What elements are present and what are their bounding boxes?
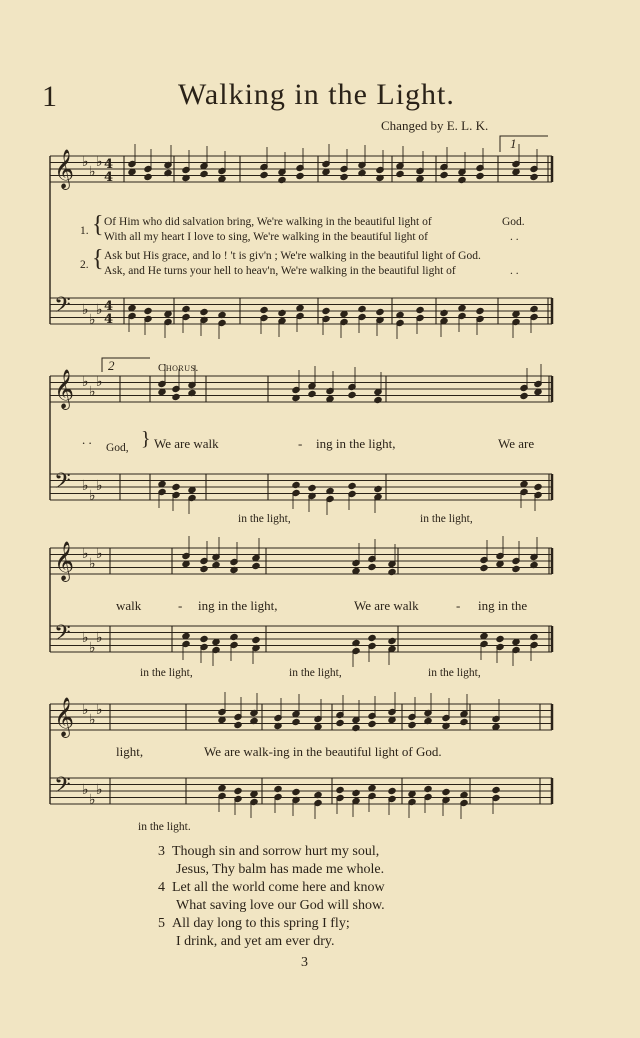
treble-clef-icon: 𝄞 — [54, 697, 75, 737]
lyric-dots: . . — [82, 432, 92, 447]
flat-icon: ♭ — [89, 792, 96, 808]
flat-icon: ♭ — [82, 546, 89, 562]
lyric-ing-in-the: ing in the — [478, 598, 528, 613]
flat-icon: ♭ — [89, 488, 96, 504]
note-head — [368, 784, 376, 791]
flat-icon: ♭ — [96, 782, 103, 798]
note-head — [408, 790, 416, 797]
note-head — [234, 721, 242, 728]
note-head — [348, 391, 356, 398]
verse1-brace: { — [92, 212, 104, 238]
note-head — [340, 173, 348, 180]
note-head — [260, 171, 268, 178]
note-head — [520, 480, 528, 487]
note-head — [368, 634, 376, 641]
page-number: 3 — [301, 955, 308, 970]
time-signature: 4 — [104, 299, 114, 314]
note-head — [416, 306, 424, 313]
verse1-number: 1. — [80, 225, 89, 237]
lyric-ing-in-the-light: ing in the light, — [198, 598, 278, 613]
note-head — [200, 565, 208, 572]
note-head — [440, 171, 448, 178]
note-head — [512, 310, 520, 317]
note-head — [396, 170, 404, 177]
note-head — [172, 393, 180, 400]
bass-lyric-in-the-light: in the light, — [289, 667, 342, 679]
note-head — [512, 565, 520, 572]
stanza-line: Let all the world come here and know — [172, 880, 385, 895]
note-head — [534, 388, 542, 395]
lyric-light: light, — [116, 744, 144, 759]
bass-lyric-in-the-light: in the light. — [138, 821, 191, 833]
lyric-god: God, — [106, 442, 129, 454]
stanza-line: Though sin and sorrow hurt my soul, — [172, 844, 380, 859]
note-head — [234, 787, 242, 794]
note-head — [322, 168, 330, 175]
note-head — [534, 483, 542, 490]
time-signature: 4 — [104, 157, 114, 172]
flat-icon: ♭ — [82, 302, 89, 318]
note-head — [200, 170, 208, 177]
note-head — [352, 789, 360, 796]
flat-icon: ♭ — [96, 546, 103, 562]
flat-icon: ♭ — [82, 374, 89, 390]
note-head — [388, 787, 396, 794]
time-signature: 4 — [104, 312, 114, 327]
note-head — [322, 307, 330, 314]
stanza-4 — [158, 879, 385, 915]
note-head — [458, 304, 466, 311]
stanza-line: Jesus, Thy balm has made me whole. — [176, 862, 385, 877]
note-head — [520, 392, 528, 399]
verse2-line2-end: . . — [510, 265, 519, 277]
chorus-brace: } — [141, 428, 151, 450]
note-head — [512, 168, 520, 175]
treble-clef-icon: 𝄞 — [54, 369, 75, 409]
stanza-5 — [158, 915, 350, 951]
note-head — [250, 790, 258, 797]
lyric-hyphen: - — [178, 598, 183, 613]
note-head — [144, 307, 152, 314]
lyric-hyphen: - — [456, 598, 461, 613]
flat-icon: ♭ — [96, 154, 103, 170]
note-head — [296, 304, 304, 311]
note-head — [530, 173, 538, 180]
lyric-we-are-walk: We are walk — [354, 598, 419, 613]
note-head — [368, 720, 376, 727]
flat-icon: ♭ — [96, 302, 103, 318]
note-head — [274, 785, 282, 792]
stanza-line: All day long to this spring I fly; — [172, 916, 350, 931]
bass-lyric-in-the-light: in the light, — [140, 667, 193, 679]
note-head — [296, 172, 304, 179]
hymn-number: 1 — [42, 80, 57, 113]
note-head — [388, 716, 396, 723]
flat-icon: ♭ — [82, 478, 89, 494]
note-head — [496, 635, 504, 642]
note-head — [374, 485, 382, 492]
note-head — [530, 305, 538, 312]
treble-clef-icon: 𝄞 — [54, 541, 75, 581]
note-head — [512, 638, 520, 645]
note-head — [128, 304, 136, 311]
note-head — [260, 306, 268, 313]
note-head — [172, 483, 180, 490]
flat-icon: ♭ — [96, 702, 103, 718]
note-head — [326, 395, 334, 402]
note-head — [336, 719, 344, 726]
note-head — [376, 308, 384, 315]
note-head — [292, 481, 300, 488]
note-head — [278, 176, 286, 183]
note-head — [480, 632, 488, 639]
note-head — [458, 176, 466, 183]
bass-lyric-in-the-light: in the light, — [428, 667, 481, 679]
verse2-brace: { — [92, 246, 104, 272]
note-head — [408, 721, 416, 728]
flat-icon: ♭ — [96, 374, 103, 390]
flat-icon: ♭ — [82, 154, 89, 170]
note-head — [144, 173, 152, 180]
verse1-line2-end: . . — [510, 231, 519, 243]
note-head — [352, 567, 360, 574]
flat-icon: ♭ — [82, 702, 89, 718]
verse1-line2: With all my heart I love to sing, We're walking in the beautiful light of — [104, 231, 428, 243]
stanza-number: 5 — [158, 916, 165, 931]
note-head — [368, 563, 376, 570]
stanza-number: 3 — [158, 844, 165, 859]
note-head — [476, 172, 484, 179]
note-head — [476, 307, 484, 314]
note-head — [182, 560, 190, 567]
bass-clef-icon: 𝄢 — [54, 293, 71, 323]
note-head — [252, 562, 260, 569]
note-head — [336, 786, 344, 793]
note-head — [308, 390, 316, 397]
note-head — [496, 560, 504, 567]
note-head — [388, 637, 396, 644]
note-head — [278, 309, 286, 316]
chorus-label: Chorus. — [158, 362, 199, 374]
note-head — [340, 310, 348, 317]
flat-icon: ♭ — [82, 782, 89, 798]
note-head — [200, 308, 208, 315]
note-head — [348, 482, 356, 489]
lyric-ing-in-the-light: ing in the light, — [316, 436, 396, 451]
verse2-line1: Ask but His grace, and lo ! 't is giv'n ; We're walking in the beautiful light of God. — [104, 250, 481, 262]
flat-icon: ♭ — [89, 640, 96, 656]
note-head — [182, 305, 190, 312]
flat-icon: ♭ — [89, 312, 96, 328]
verse2-number: 2. — [80, 259, 89, 271]
note-head — [442, 788, 450, 795]
note-head — [128, 168, 136, 175]
note-head — [218, 175, 226, 182]
treble-clef-icon: 𝄞 — [54, 149, 75, 189]
note-head — [252, 636, 260, 643]
lyric-we-are: We are — [498, 436, 535, 451]
note-head — [352, 724, 360, 731]
note-head — [530, 633, 538, 640]
bass-lyric-in-the-light: in the light, — [420, 513, 473, 525]
note-head — [188, 486, 196, 493]
note-head — [460, 718, 468, 725]
note-head — [218, 716, 226, 723]
note-head — [388, 568, 396, 575]
stanza-3 — [158, 843, 384, 879]
second-ending-label: 2 — [108, 358, 115, 373]
note-head — [200, 635, 208, 642]
note-head — [182, 632, 190, 639]
flat-icon: ♭ — [89, 556, 96, 572]
hymn-credit: Changed by E. L. K. — [381, 118, 489, 133]
bass-clef-icon: 𝄢 — [54, 773, 71, 803]
lyric-hyphen: - — [298, 436, 303, 451]
note-head — [492, 786, 500, 793]
note-head — [218, 784, 226, 791]
note-head — [480, 564, 488, 571]
note-head — [292, 718, 300, 725]
bass-clef-icon: 𝄢 — [54, 621, 71, 651]
time-signature: 4 — [104, 170, 114, 185]
lyric-we-are-walk: We are walk — [154, 436, 219, 451]
flat-icon: ♭ — [96, 630, 103, 646]
flat-icon: ♭ — [96, 478, 103, 494]
lyric-final-line: We are walk-ing in the beautiful light of God. — [204, 744, 442, 759]
note-head — [416, 175, 424, 182]
bass-lyric-in-the-light: in the light, — [238, 513, 291, 525]
flat-icon: ♭ — [89, 384, 96, 400]
flat-icon: ♭ — [82, 630, 89, 646]
note-head — [230, 633, 238, 640]
lyric-walk: walk — [116, 598, 142, 613]
note-head — [158, 388, 166, 395]
ending-bracket — [500, 136, 548, 152]
stanza-line: I drink, and yet am ever dry. — [176, 934, 335, 949]
hymn-title: Walking in the Light. — [178, 78, 455, 111]
note-head — [492, 723, 500, 730]
note-head — [314, 723, 322, 730]
stanza-line: What saving love our God will show. — [176, 898, 385, 913]
note-head — [424, 785, 432, 792]
note-head — [212, 638, 220, 645]
verse1-line1-end: God. — [502, 216, 525, 228]
verse2-line2: Ask, and He turns your hell to heav'n, We're walking in the beautiful light of — [104, 265, 456, 277]
note-head — [164, 310, 172, 317]
note-head — [292, 788, 300, 795]
note-head — [358, 305, 366, 312]
flat-icon: ♭ — [89, 712, 96, 728]
first-ending-label: 1 — [510, 136, 517, 151]
flat-icon: ♭ — [89, 164, 96, 180]
verse1-line1: Of Him who did salvation bring, We're walking in the beautiful light of — [104, 216, 432, 228]
note-head — [308, 484, 316, 491]
note-head — [158, 480, 166, 487]
note-head — [374, 396, 382, 403]
stanza-number: 4 — [158, 880, 165, 895]
note-head — [440, 309, 448, 316]
bass-clef-icon: 𝄢 — [54, 469, 71, 499]
